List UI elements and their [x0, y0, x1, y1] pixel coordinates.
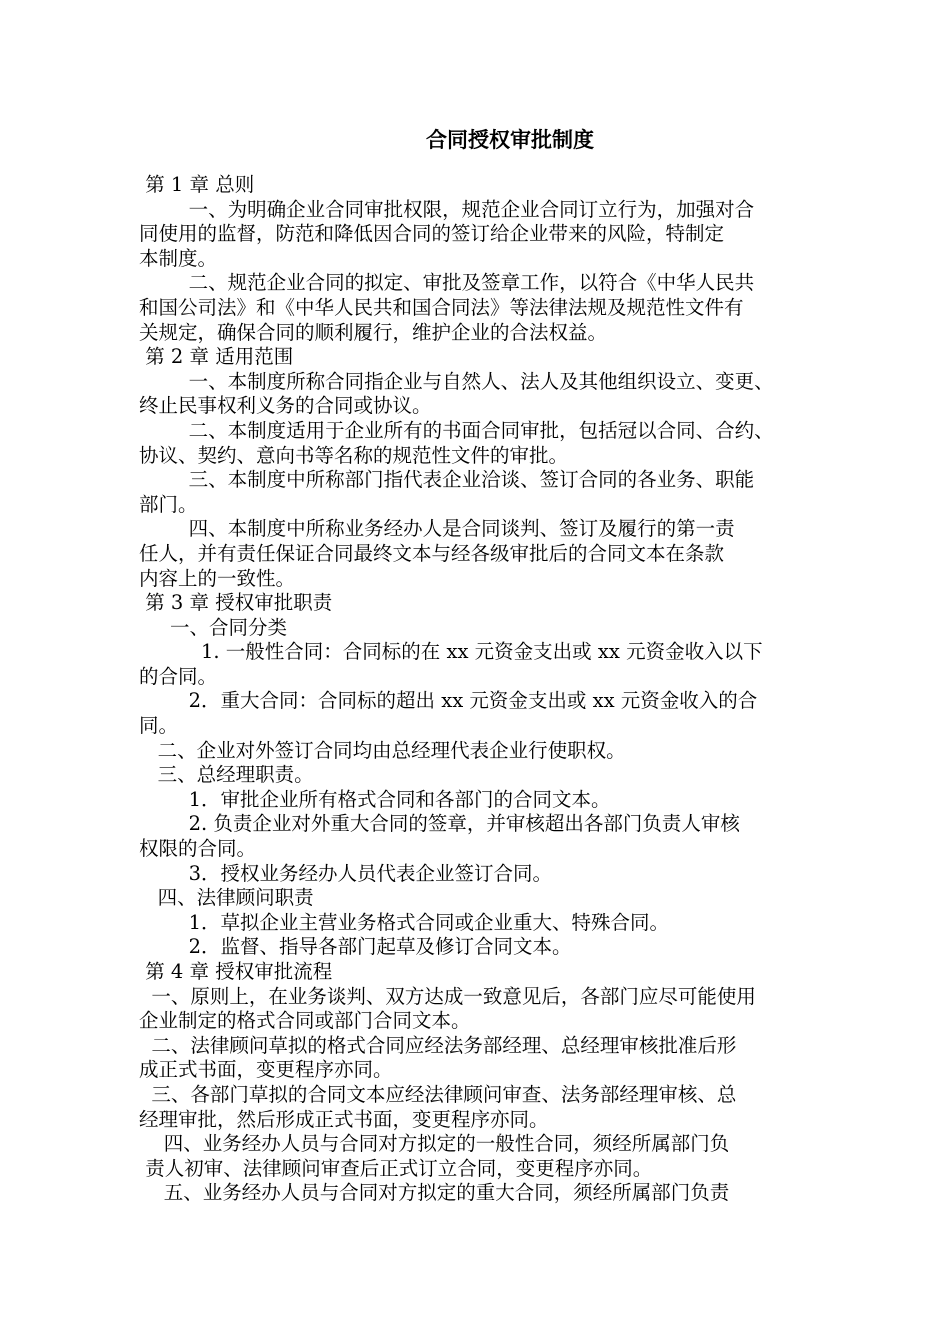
text-line: 第 1 章 总则: [139, 173, 255, 196]
text-line: 一、合同分类: [139, 615, 287, 639]
text-line: 成正式书面，变更程序亦同。: [139, 1058, 393, 1082]
text-line: 三、各部门草拟的合同文本应经法律顾问审查、法务部经理审核、总: [139, 1082, 737, 1106]
text-line: 2. 负责企业对外重大合同的签章，并审核超出各部门负责人审核: [139, 812, 740, 836]
text-line: 和国公司法》和《中华人民共和国合同法》等法律法规及规范性文件有: [139, 295, 744, 319]
text-line: 四、本制度中所称业务经办人是合同谈判、签订及履行的第一责: [139, 517, 735, 541]
text-line: 第 3 章 授权审批职责: [139, 591, 333, 615]
text-line: 四、业务经办人员与合同对方拟定的一般性合同，须经所属部门负: [139, 1132, 730, 1156]
text-line: 的合同。: [139, 664, 218, 688]
text-line: 第 2 章 适用范围: [139, 345, 294, 369]
text-line: 本制度。: [139, 246, 218, 270]
text-line: 任人，并有责任保证合同最终文本与经各级审批后的合同文本在条款: [139, 541, 725, 565]
text-line: 权限的合同。: [139, 837, 257, 861]
text-line: 经理审批，然后形成正式书面，变更程序亦同。: [139, 1107, 549, 1131]
text-line: 二、本制度适用于企业所有的书面合同审批，包括冠以合同、合约、: [139, 418, 774, 442]
text-line: 1．审批企业所有格式合同和各部门的合同文本。: [139, 787, 611, 811]
text-line: 内容上的一致性。: [139, 566, 296, 590]
text-line: 关规定，确保合同的顺利履行，维护企业的合法权益。: [139, 320, 608, 344]
text-line: 1. 一般性合同：合同标的在 xx 元资金支出或 xx 元资金收入以下: [139, 640, 763, 664]
text-line: 同。: [139, 714, 179, 738]
text-line: 2．重大合同：合同标的超出 xx 元资金支出或 xx 元资金收入的合: [139, 689, 758, 713]
text-line: 同使用的监督，防范和降低因合同的签订给企业带来的风险，特制定: [139, 222, 725, 246]
text-line: 四、法律顾问职责: [139, 886, 314, 910]
text-line: 2．监督、指导各部门起草及修订合同文本。: [139, 935, 572, 959]
document-title: 合同授权审批制度: [426, 128, 594, 152]
text-line: 一、原则上，在业务谈判、双方达成一致意见后，各部门应尽可能使用: [139, 984, 756, 1008]
text-line: 一、本制度所称合同指企业与自然人、法人及其他组织设立、变更、: [139, 369, 774, 393]
text-line: 协议、契约、意向书等名称的规范性文件的审批。: [139, 443, 569, 467]
text-line: 二、企业对外签订合同均由总经理代表企业行使职权。: [139, 738, 626, 762]
text-line: 二、规范企业合同的拟定、审批及签章工作，以符合《中华人民共: [139, 271, 755, 295]
text-line: 一、为明确企业合同审批权限，规范企业合同订立行为，加强对合: [139, 197, 755, 221]
text-line: 二、法律顾问草拟的格式合同应经法务部经理、总经理审核批准后形: [139, 1033, 737, 1057]
text-line: 终止民事权利义务的合同或协议。: [139, 394, 432, 418]
text-line: 1．草拟企业主营业务格式合同或企业重大、特殊合同。: [139, 910, 669, 934]
text-line: 部门。: [139, 492, 198, 516]
text-line: 三、本制度中所称部门指代表企业洽谈、签订合同的各业务、职能: [139, 468, 755, 492]
text-line: 三、总经理职责。: [139, 763, 314, 787]
text-line: 3．授权业务经办人员代表企业签订合同。: [139, 861, 552, 885]
text-line: 责人初审、法律顾问审查后正式订立合同，变更程序亦同。: [139, 1156, 653, 1180]
document-body: [139, 173, 819, 1206]
text-line: 第 4 章 授权审批流程: [139, 960, 333, 983]
text-line: 五、业务经办人员与合同对方拟定的重大合同，须经所属部门负责: [139, 1181, 730, 1205]
text-line: 企业制定的格式合同或部门合同文本。: [139, 1009, 471, 1033]
